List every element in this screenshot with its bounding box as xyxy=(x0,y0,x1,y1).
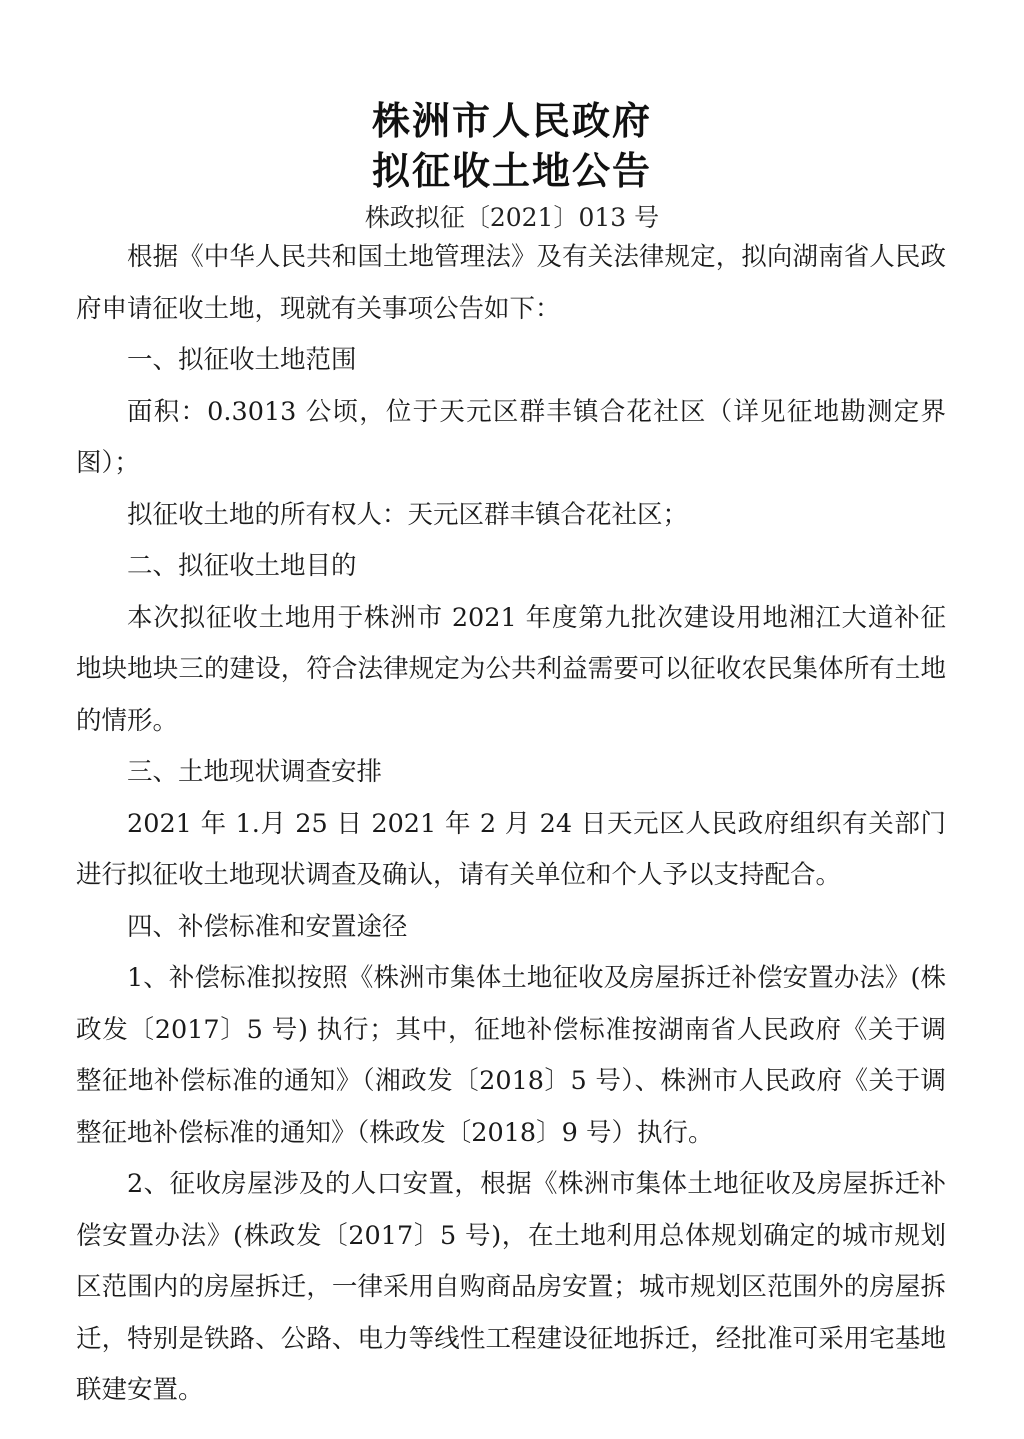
owner-paragraph: 拟征收土地的所有权人：天元区群丰镇合花社区； xyxy=(127,499,689,530)
purpose-paragraph: 本次拟征收土地用于株洲市 2021 年度第九批次建设用地湘江大道补征地块地块三的建设，符合法律规定为公共利益需要可以征收农民集体所有土地的情形。 xyxy=(76,602,946,736)
survey-paragraph: 2021 年 1.月 25 日 2021 年 2 月 24 日天元区人民政府组织有关部门进行拟征收土地现状调查及确认，请有关单位和个人予以支持配合。 xyxy=(76,808,946,890)
section-heading-scope: 一、拟征收土地范围 xyxy=(127,345,357,375)
document-title-line2: 拟征收土地公告 xyxy=(371,149,652,193)
section-heading-compensation: 四、补偿标准和安置途径 xyxy=(127,911,408,942)
resettlement-paragraph: 2、征收房屋涉及的人口安置，根据《株洲市集体土地征收及房屋拆迁补偿安置办法》(株政发〔2017〕5 号)，在土地利用总体规划确定的城市规划区范围内的房屋拆迁，一律采用自购商品房安置；城市规划区范围外的房屋拆迁，特别是铁路、公路、电力等线性工程建设征地拆迁，经批准可采用宅基地联建安置。 xyxy=(76,1169,946,1405)
intro-paragraph: 根据《中华人民共和国土地管理法》及有关法律规定，拟向湖南省人民政府申请征收土地，现就有关事项公告如下： xyxy=(76,242,946,324)
area-paragraph: 面积：0.3013 公顷，位于天元区群丰镇合花社区（详见征地勘测定界图）； xyxy=(76,396,946,478)
document-title-line1: 株洲市人民政府 xyxy=(371,99,652,143)
section-heading-purpose: 二、拟征收土地目的 xyxy=(127,551,357,581)
section-heading-survey: 三、土地现状调查安排 xyxy=(127,757,383,787)
document-number: 株政拟征〔2021〕013 号 xyxy=(364,203,660,232)
compensation-standard-paragraph: 1、补偿标准拟按照《株洲市集体土地征收及房屋拆迁补偿安置办法》(株政发〔2017〕5 号) 执行；其中，征地补偿标准按湖南省人民政府《关于调整征地补偿标准的通知》（湘政发〔2018〕5 号）、株洲市人民政府《关于调整征地补偿标准的通知》（株政发〔2018〕9 号）执行。 xyxy=(76,963,946,1148)
document-body xyxy=(76,232,946,1417)
